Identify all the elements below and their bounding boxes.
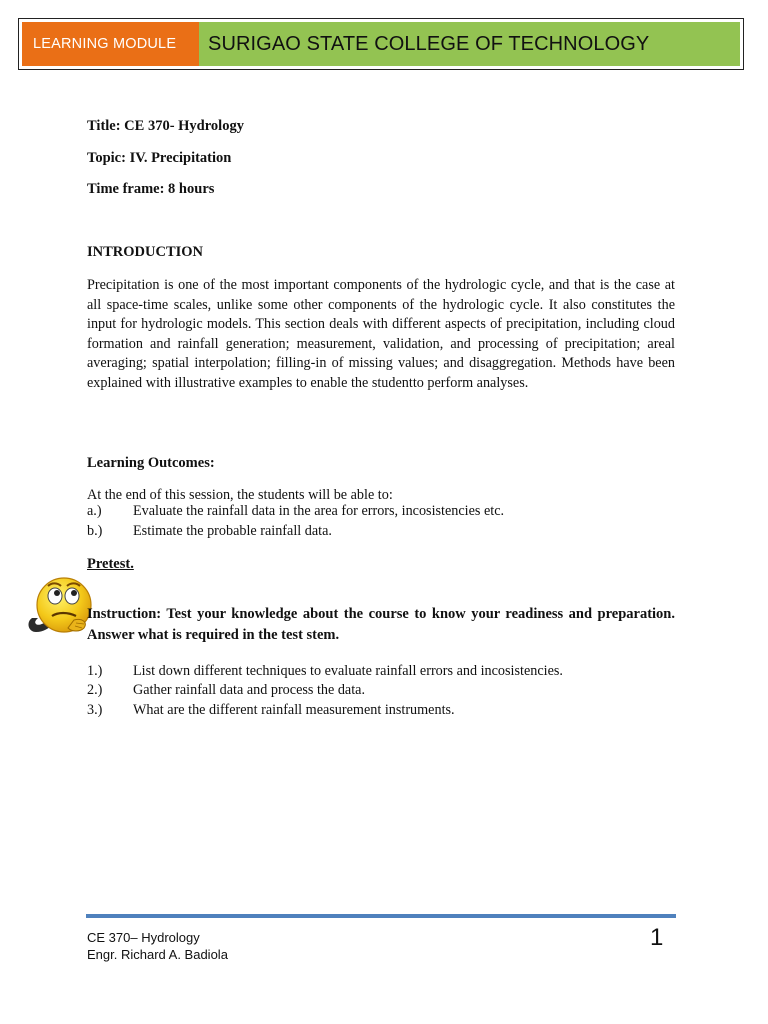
pretest-item-text: List down different techniques to evaluate rainfall errors and incosistencies. [133,663,563,679]
pretest-item-label: 3.) [87,702,103,718]
institution-name: SURIGAO STATE COLLEGE OF TECHNOLOGY [199,22,740,66]
outcome-label: b.) [87,523,103,539]
pretest-instruction: Instruction: Test your knowledge about the course to know your readiness and preparation. Answer what is required in the test stem. [87,606,675,643]
outcome-label: a.) [87,503,102,519]
topic: Topic: IV. Precipitation [87,150,232,166]
pretest-heading: Pretest. [87,556,134,572]
time-frame: Time frame: 8 hours [87,181,215,197]
learning-outcomes-lead: At the end of this session, the students will be able to: [87,487,393,503]
introduction-body: Precipitation is one of the most important components of the hydrologic cycle, and that is the case at all space-time scales, unlike some other components of the hydrologic cycle. It also constitutes the input for hydrologic models. This section deals with different aspects of precipitation, including cloud formation and rainfall generation; measurement, validation, and processing of precipitation; areal averaging; spatial interpolation; filling-in of missing values; and disaggregation. Methods have been explained with illustrative examples to enable the studentto perform analyses. [87,277,675,391]
outcome-text: Evaluate the rainfall data in the area for errors, incosistencies etc. [133,503,505,519]
page-number: 1 [650,924,664,951]
introduction-heading: INTRODUCTION [87,244,204,260]
outcome-text: Estimate the probable rainfall data. [133,523,332,539]
footer-divider [86,914,676,918]
pretest-item-label: 1.) [87,663,103,679]
footer-author: Engr. Richard A. Badiola [87,947,228,962]
footer-course: CE 370– Hydrology [87,930,200,945]
pretest-item-text: Gather rainfall data and process the data. [133,682,366,698]
module-label: LEARNING MODULE [22,22,199,66]
course-title: Title: CE 370- Hydrology [87,118,244,134]
learning-outcomes-heading: Learning Outcomes: [87,455,215,471]
pretest-item-text: What are the different rainfall measurement instruments. [133,702,455,718]
pretest-item-label: 2.) [87,682,103,698]
